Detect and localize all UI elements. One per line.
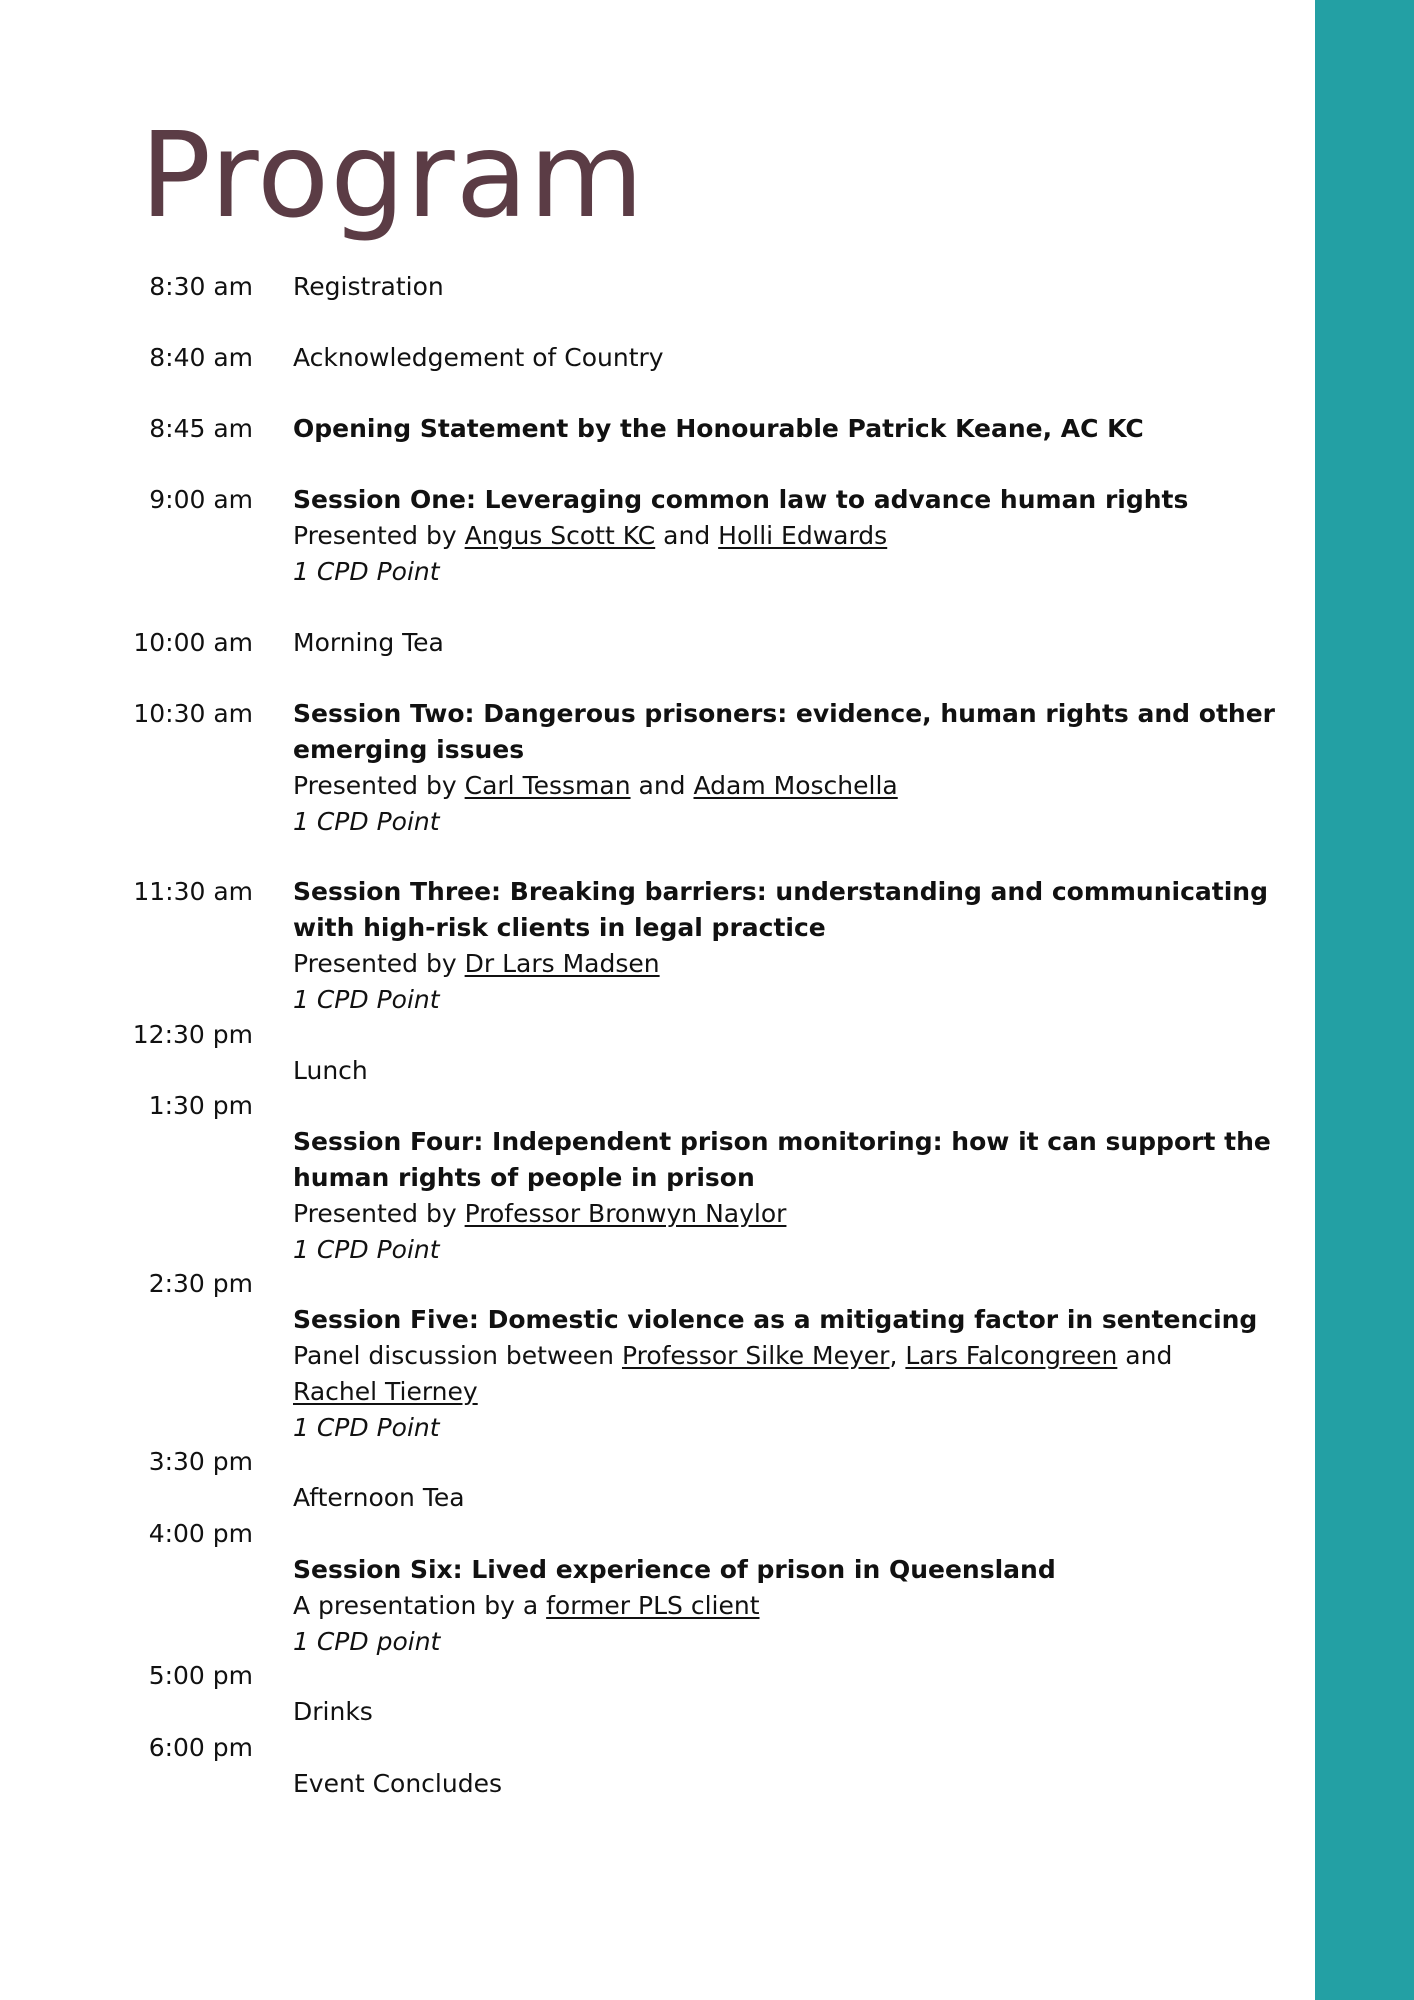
session-title: Session One: Leveraging common law to advance human rights [293, 485, 1189, 514]
cpd-points: 1 CPD point [293, 1627, 441, 1656]
presenter-link[interactable]: Holli Edwards [718, 521, 888, 550]
presenters-line-continued [293, 1374, 1233, 1410]
session-title: Session Five: Domestic violence as a mitigating factor in sentencing [293, 1305, 1258, 1334]
presenters-intro: A presentation by a [293, 1591, 539, 1620]
presenter-link[interactable]: former PLS client [546, 1591, 760, 1620]
presenter-link[interactable]: Professor Silke Meyer [621, 1341, 890, 1370]
cpd-points: 1 CPD Point [293, 557, 440, 586]
cpd-points: 1 CPD Point [293, 807, 440, 836]
presenters-line [293, 518, 1233, 554]
presenters-line [293, 946, 1233, 982]
session-title-continued: emerging issues [293, 735, 525, 764]
schedule-time: 4:00 pm [148, 1519, 253, 1548]
schedule-time: 3:30 pm [148, 1447, 253, 1476]
presenters-intro: Presented by [293, 521, 457, 550]
presenters-line [293, 1338, 1233, 1374]
schedule-time: 6:00 pm [148, 1733, 253, 1762]
presenters-intro: Presented by [293, 1199, 457, 1228]
session-title: Session Three: Breaking barriers: understanding and communicating [293, 877, 1268, 906]
presenters-intro: Presented by [293, 949, 457, 978]
session-title: Session Four: Independent prison monitoring: how it can support the [293, 1127, 1271, 1156]
schedule-label: Event Concludes [293, 1769, 502, 1798]
schedule-label: Drinks [293, 1697, 373, 1726]
session-title: Session Two: Dangerous prisoners: evidence, human rights and other [293, 699, 1275, 728]
schedule-time: 5:00 pm [148, 1661, 253, 1690]
presenters-intro: Panel discussion between [293, 1341, 615, 1370]
schedule-time: 12:30 pm [132, 1020, 253, 1049]
cpd-points: 1 CPD Point [293, 985, 440, 1014]
schedule-label: Acknowledgement of Country [293, 343, 664, 372]
schedule-label: Afternoon Tea [293, 1483, 465, 1512]
presenter-link[interactable]: Carl Tessman [464, 771, 631, 800]
schedule-label: Registration [293, 272, 444, 301]
schedule-time: 8:40 am [149, 343, 253, 372]
session-title-continued: with high-risk clients in legal practice [293, 913, 826, 942]
presenter-link[interactable]: Angus Scott KC [464, 521, 656, 550]
schedule-time: 9:00 am [149, 485, 253, 514]
schedule-time: 10:00 am [133, 628, 253, 657]
accent-side-bar [1315, 0, 1414, 2000]
presenters-line [293, 1196, 1233, 1232]
session-title: Session Six: Lived experience of prison in Queensland [293, 1555, 1056, 1584]
schedule-time: 1:30 pm [148, 1091, 253, 1120]
presenter-link[interactable]: Professor Bronwyn Naylor [464, 1199, 787, 1228]
schedule-label: Opening Statement by the Honourable Patrick Keane, AC KC [293, 414, 1144, 443]
session-title-continued: human rights of people in prison [293, 1163, 755, 1192]
comma-text: , [889, 1341, 898, 1370]
cpd-points: 1 CPD Point [293, 1413, 440, 1442]
presenters-line [293, 1588, 1233, 1624]
schedule-time: 2:30 pm [148, 1269, 253, 1298]
presenter-link[interactable]: Rachel Tierney [293, 1377, 478, 1406]
schedule-label: Morning Tea [293, 628, 444, 657]
schedule-time: 8:45 am [149, 414, 253, 443]
presenters-intro: Presented by [293, 771, 457, 800]
conjunction-text: and [638, 771, 686, 800]
presenter-link[interactable]: Adam Moschella [693, 771, 898, 800]
presenter-link[interactable]: Lars Falcongreen [905, 1341, 1118, 1370]
schedule-time: 11:30 am [133, 877, 253, 906]
page-title: Program [140, 106, 645, 244]
conjunction-text: and [663, 521, 711, 550]
schedule-time: 10:30 am [133, 699, 253, 728]
presenter-link[interactable]: Dr Lars Madsen [464, 949, 660, 978]
presenters-line [293, 768, 1233, 804]
cpd-points: 1 CPD Point [293, 1235, 440, 1264]
schedule-time: 8:30 am [149, 272, 253, 301]
schedule-label: Lunch [293, 1056, 368, 1085]
conjunction-text: and [1125, 1341, 1173, 1370]
